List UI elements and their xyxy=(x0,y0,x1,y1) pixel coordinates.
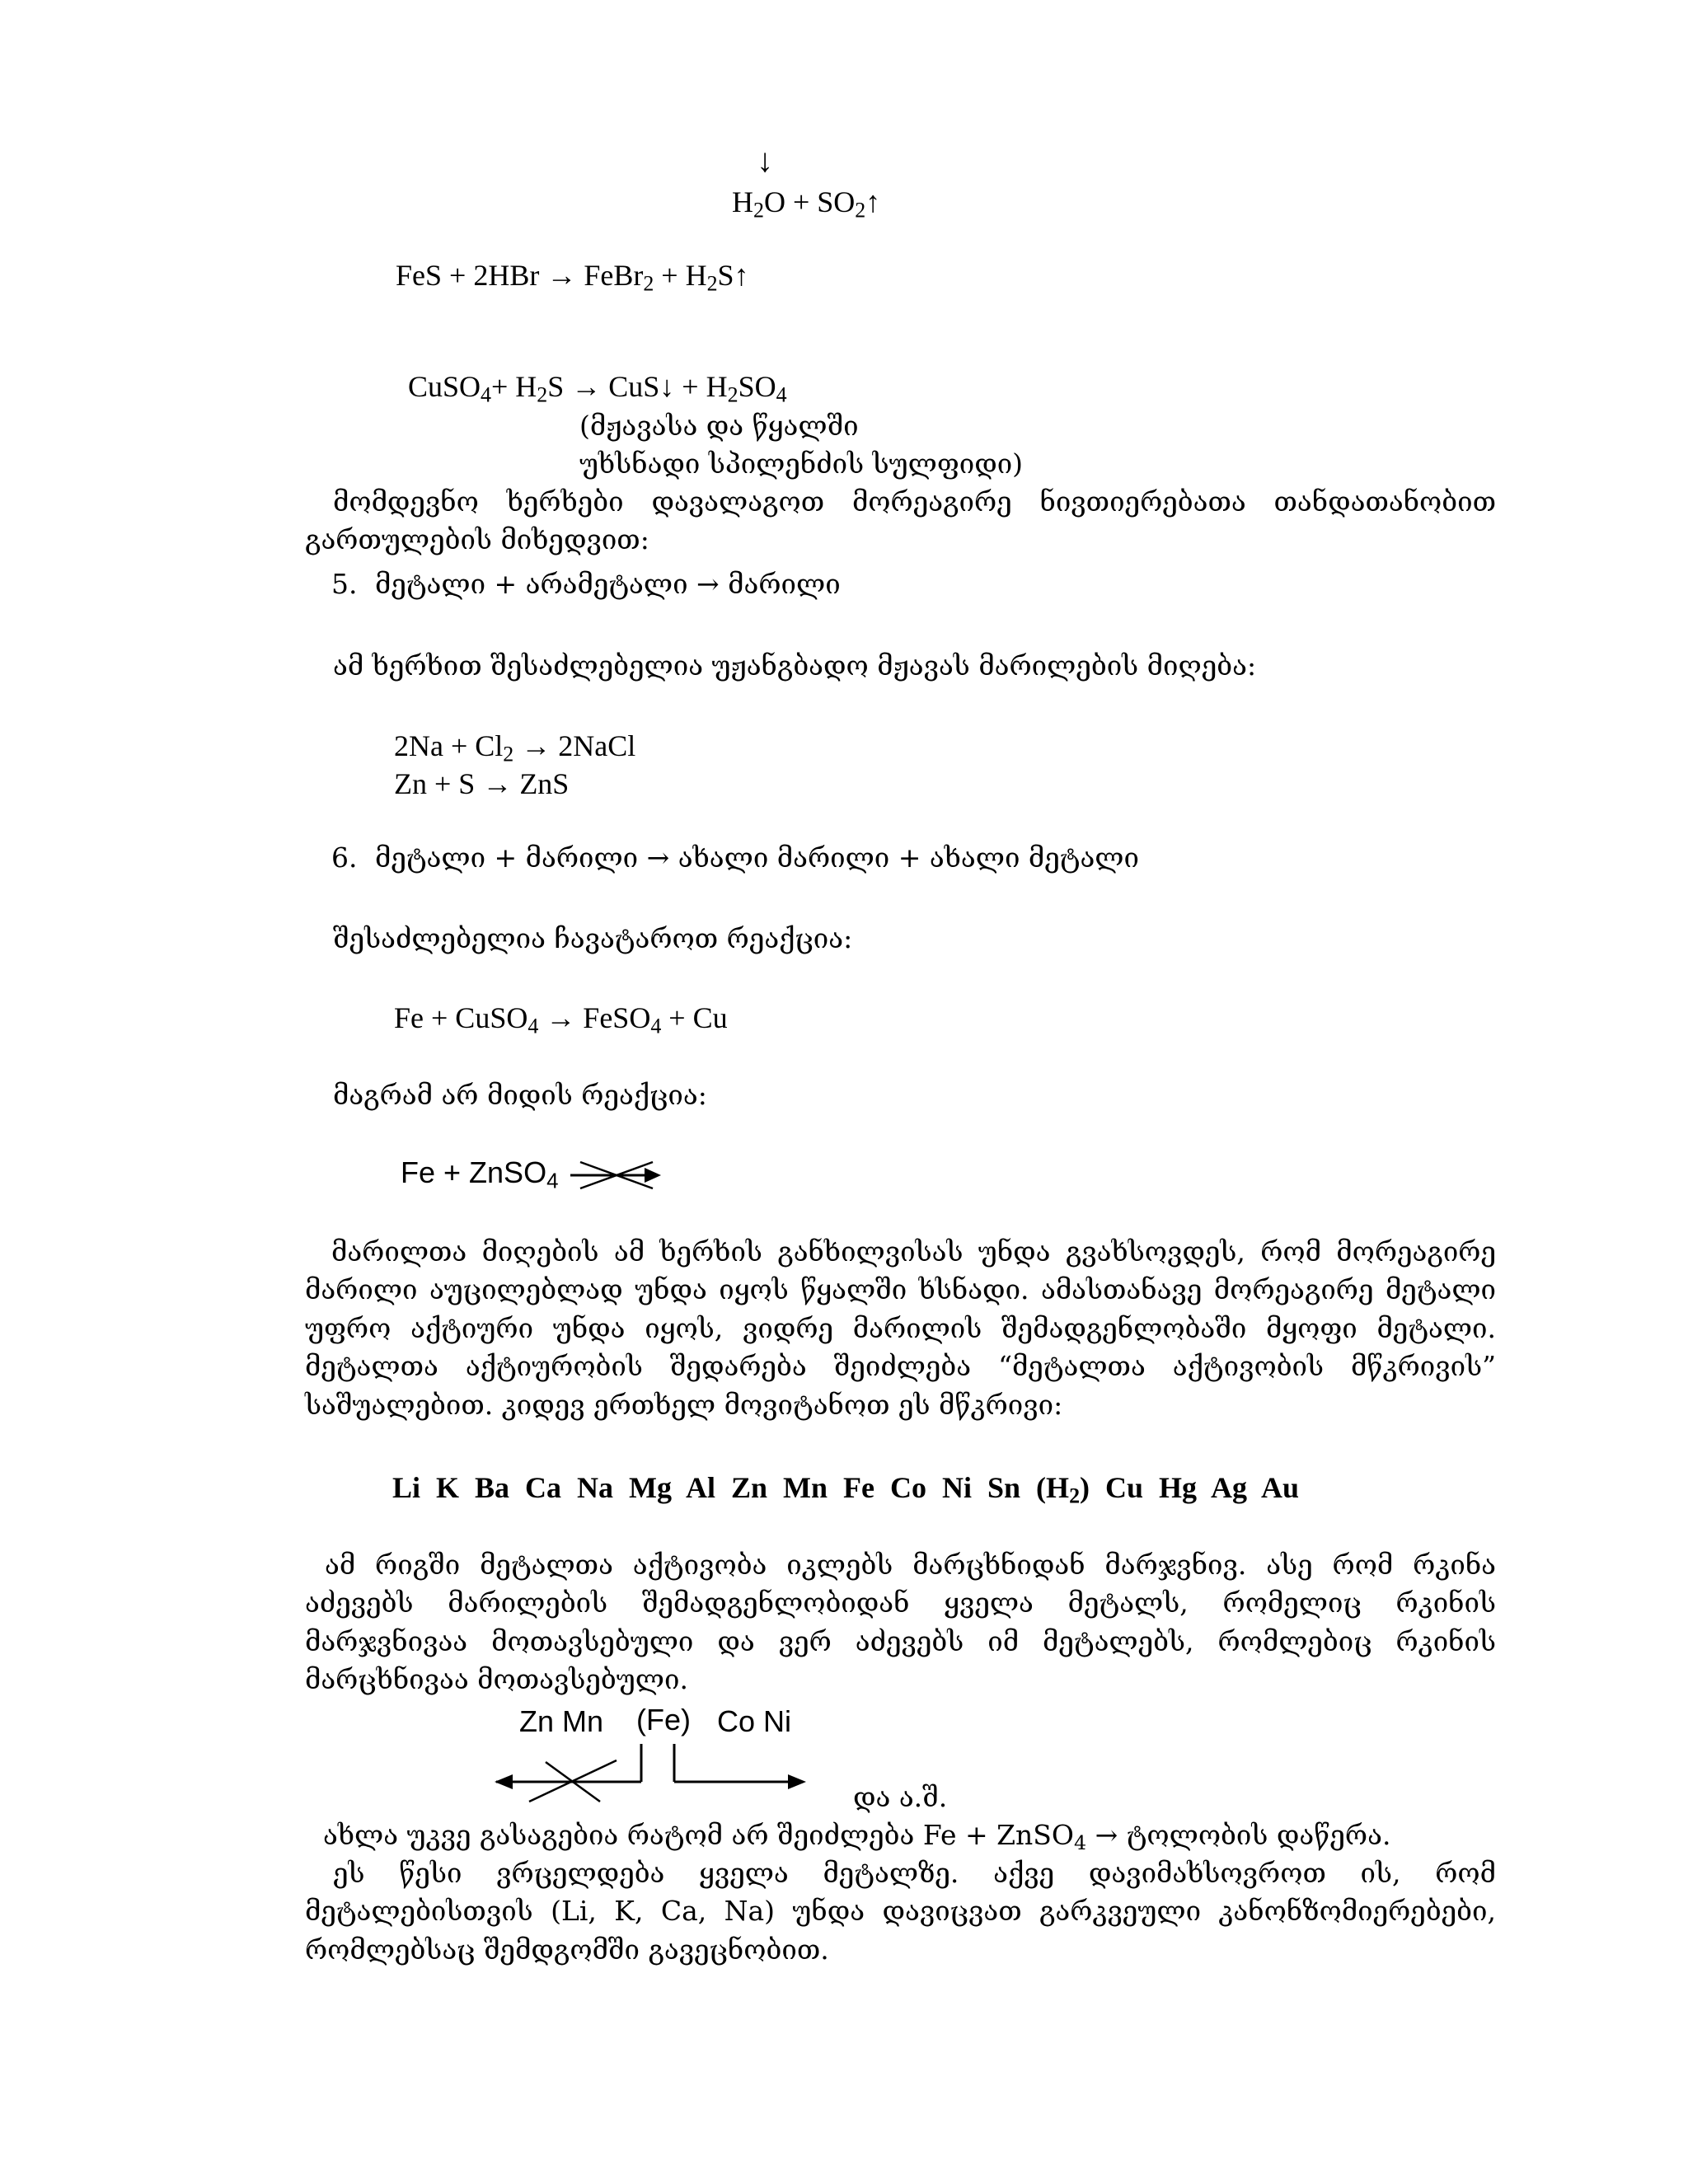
equation-fes-hbr: FeS + 2HBr → FeBr$_2$ + $H_2S↑$ xyxy=(396,259,749,296)
series-paragraph: ამ რიგში მეტალთა აქტივობა იკლებს მარცხნიდან მარჯვნივ. ასე რომ რკინა აძევებს მარილების შემადგენლობიდან ყველა მეტალს, რომელიც რკინის მარჯვნივაა მოთავსებული და ვერ აძევებს იმ მეტალებს, რომლებიც რკინის მარცხნივაა მოთავსებული. xyxy=(305,1549,1496,1696)
top-equation-fragment: $H_2O$ + $SO_2↑$ xyxy=(732,185,881,223)
rule-paragraph: ეს წესი ვრცელდება ყველა მეტალზე. აქვე დავიმახსოვროთ ის, რომ მეტალებისთვის (Li, K, Ca, Na) უნდა დავიცვათ გარკვეული კანონზომიერებები, რომლებსაც შემდგომში გავეცნობით. xyxy=(305,1857,1496,1966)
equation-cuso4-h2s: CuSO$_4$+ $H_2S$ → CuS↓ + $H_2SO_4$ xyxy=(408,370,787,407)
displacement-arrows-diagram xyxy=(493,1739,809,1805)
diagram-center-label: (Fe) xyxy=(636,1703,691,1736)
intro-paragraph: მომდევნო ხერხები დავალაგოთ მორეაგირე ნივთიერებათა თანდათანობით გართულების მიხედვით: xyxy=(305,485,1496,556)
equation-fe-cuso4: Fe + CuSO$_4$ → FeSO$_4$ + Cu xyxy=(394,1001,728,1038)
crossed-arrow-icon xyxy=(569,1159,668,1192)
no-reaction-text: მაგრამ არ მიდის რეაქცია: xyxy=(333,1079,707,1111)
item6-number: 6. xyxy=(331,841,358,874)
equation-note-line1: (მჟავასა და წყალში xyxy=(579,410,859,442)
activity-series: Li K Ba Ca Na Mg Al Zn Mn Fe Co Ni Sn $(H_2)$ Cu Hg Ag Au xyxy=(392,1471,1300,1508)
item6-text: მეტალი + მარილი → ახალი მარილი + ახალი მეტალი xyxy=(375,841,1139,874)
equation-fe-znso4: Fe + ZnSO$_4$ xyxy=(401,1155,559,1193)
down-arrow: ↓ xyxy=(757,142,773,179)
diagram-left-label: Zn Mn xyxy=(519,1704,604,1738)
equation-zn-s: Zn + S → ZnS xyxy=(394,767,570,800)
diagram-right-label: Co Ni xyxy=(717,1704,792,1738)
salts-paragraph: მარილთა მიღების ამ ხერხის განხილვისას უნდა გვახსოვდეს, რომ მორეაგირე მარილი აუცილებლად უნდა იყოს წყალში ხსნადი. ამასთანავე მორეაგირე მეტალი უფრო აქტიური უნდა იყოს, ვიდრე მარილის შემადგენლობაში მყოფი მეტალი. მეტალთა აქტიურობის შედარება შეიძლება “მეტალთა აქტივობის მწკრივის” საშუალებით. კიდევ ერთხელ მოვიტანოთ ეს მწკრივი: xyxy=(305,1235,1496,1421)
method5-note: ამ ხერხით შესაძლებელია უჟანგბადო მჟავას მარილების მიღება: xyxy=(333,649,1257,682)
item5-number: 5. xyxy=(331,568,358,600)
possible-reaction-text: შესაძლებელია ჩავატაროთ რეაქცია: xyxy=(333,922,853,954)
equation-na-cl: $2Na + Cl_2$ → 2NaCl xyxy=(394,729,636,766)
item5-text: მეტალი + არამეტალი → მარილი xyxy=(375,568,841,600)
equation-note-line2: უხსნადი სპილენძის სულფიდი) xyxy=(579,448,1024,480)
now-clear-text: ახლა უკვე გასაგებია რატომ არ შეიძლება Fe + ZnSO$_4$ → ტოლობის დაწერა. xyxy=(323,1819,1391,1854)
etc-label: და ა.შ. xyxy=(853,1781,948,1813)
